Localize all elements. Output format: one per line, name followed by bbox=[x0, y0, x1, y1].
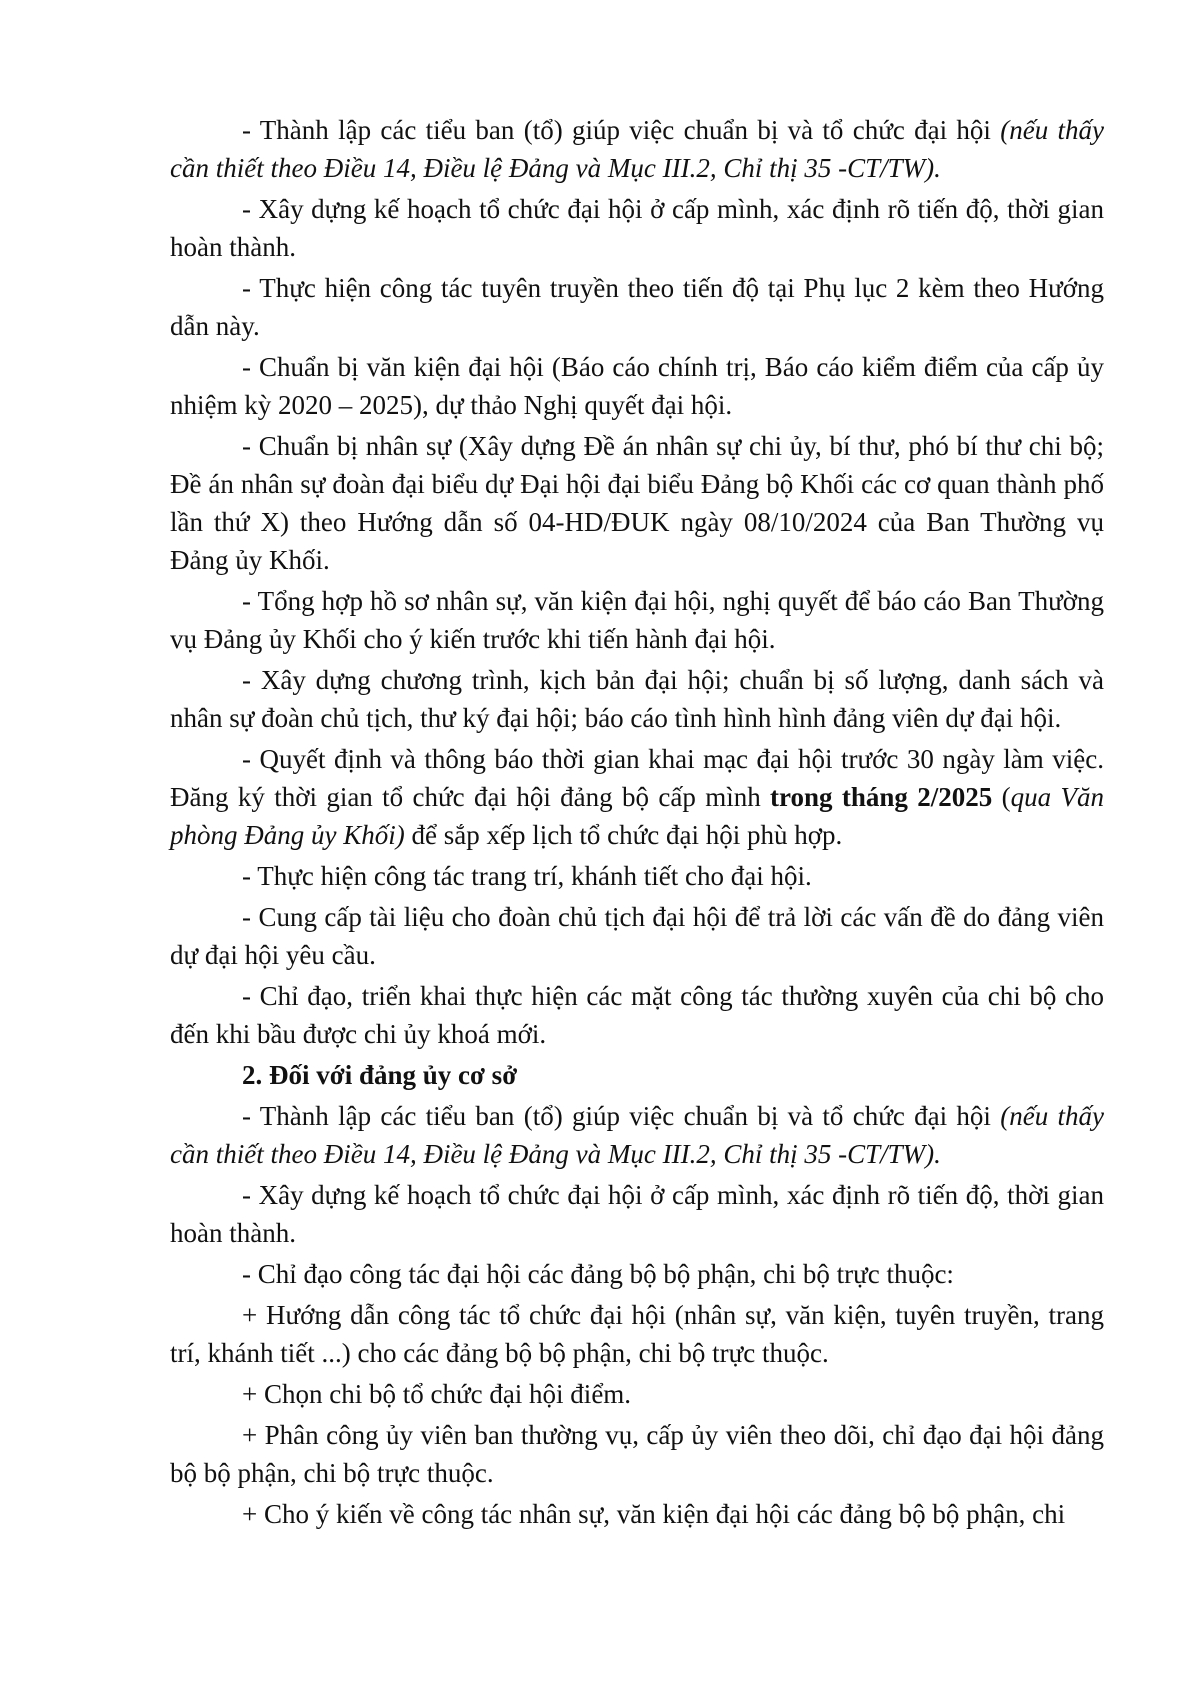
paragraph: + Cho ý kiến về công tác nhân sự, văn kiện đại hội các đảng bộ bộ phận, chi bbox=[242, 1499, 1066, 1529]
paragraph: - Xây dựng chương trình, kịch bản đại hội; chuẩn bị số lượng, danh sách và nhân sự đoàn chủ tịch, thư ký đại hội; báo cáo tình hình hình đảng viên dự đại hội. bbox=[170, 665, 1104, 733]
document-body bbox=[170, 111, 1104, 1536]
paragraph: - Chỉ đạo, triển khai thực hiện các mặt công tác thường xuyên của chi bộ cho đến khi bầu được chi ủy khoá mới. bbox=[170, 981, 1104, 1049]
paragraph-italic-note: (nếu thấy cần thiết theo Điều 14, Điều lệ Đảng và Mục III.2, Chỉ thị 35 -CT/TW). bbox=[170, 1101, 1104, 1169]
paragraph-italic-note: qua Văn phòng Đảng ủy Khối) bbox=[170, 782, 1105, 850]
paragraph-text: - Quyết định và thông báo thời gian khai mạc đại hội trước 30 ngày làm việc. Đăng ký thời gian tổ chức đại hội đảng bộ cấp mình bbox=[170, 744, 1104, 812]
paragraph: - Cung cấp tài liệu cho đoàn chủ tịch đại hội để trả lời các vấn đề do đảng viên dự đại hội yêu cầu. bbox=[170, 902, 1104, 970]
paragraph-text: - Thành lập các tiểu ban (tổ) giúp việc chuẩn bị và tổ chức đại hội bbox=[242, 115, 1001, 145]
paragraph: - Chuẩn bị văn kiện đại hội (Báo cáo chính trị, Báo cáo kiểm điểm của cấp ủy nhiệm kỳ 2020 – 2025), dự thảo Nghị quyết đại hội. bbox=[170, 352, 1104, 420]
paragraph: - Tổng hợp hồ sơ nhân sự, văn kiện đại hội, nghị quyết để báo cáo Ban Thường vụ Đảng ủy Khối cho ý kiến trước khi tiến hành đại hội. bbox=[170, 586, 1104, 654]
paragraph: - Thực hiện công tác trang trí, khánh tiết cho đại hội. bbox=[242, 861, 812, 891]
paragraph-text: để sắp xếp lịch tổ chức đại hội phù hợp. bbox=[404, 820, 843, 850]
paragraph: - Xây dựng kế hoạch tổ chức đại hội ở cấp mình, xác định rõ tiến độ, thời gian hoàn thành. bbox=[170, 194, 1104, 262]
paragraph: - Xây dựng kế hoạch tổ chức đại hội ở cấp mình, xác định rõ tiến độ, thời gian hoàn thành. bbox=[170, 1180, 1104, 1248]
section-heading: 2. Đối với đảng ủy cơ sở bbox=[242, 1060, 518, 1090]
paragraph: + Hướng dẫn công tác tổ chức đại hội (nhân sự, văn kiện, tuyên truyền, trang trí, khánh tiết ...) cho các đảng bộ bộ phận, chi bộ trực thuộc. bbox=[170, 1300, 1104, 1368]
paragraph bbox=[170, 111, 1104, 187]
paragraph: - Thực hiện công tác tuyên truyền theo tiến độ tại Phụ lục 2 kèm theo Hướng dẫn này. bbox=[170, 273, 1104, 341]
paragraph: - Chuẩn bị nhân sự (Xây dựng Đề án nhân sự chi ủy, bí thư, phó bí thư chi bộ; Đề án nhân sự đoàn đại biểu dự Đại hội đại biểu Đảng bộ Khối các cơ quan thành phố lần thứ X) theo Hướng dẫn số 04-HD/ĐUK ngày 08/10/2024 của Ban Thường vụ Đảng ủy Khối. bbox=[170, 431, 1104, 575]
paragraph-italic-note: (nếu thấy cần thiết theo Điều 14, Điều lệ Đảng và Mục III.2, Chỉ thị 35 -CT/TW). bbox=[170, 115, 1104, 183]
deadline-highlight: trong tháng 2/2025 bbox=[770, 782, 993, 812]
paragraph: - Chỉ đạo công tác đại hội các đảng bộ bộ phận, chi bộ trực thuộc: bbox=[242, 1259, 954, 1289]
paragraph-text: - Thành lập các tiểu ban (tổ) giúp việc chuẩn bị và tổ chức đại hội bbox=[242, 1101, 1001, 1131]
paragraph bbox=[170, 740, 1104, 854]
paragraph: + Phân công ủy viên ban thường vụ, cấp ủy viên theo dõi, chỉ đạo đại hội đảng bộ bộ phận, chi bộ trực thuộc. bbox=[170, 1420, 1104, 1488]
paragraph: + Chọn chi bộ tổ chức đại hội điểm. bbox=[242, 1379, 632, 1409]
paragraph bbox=[170, 1097, 1104, 1173]
paragraph-text: ( bbox=[992, 782, 1011, 812]
